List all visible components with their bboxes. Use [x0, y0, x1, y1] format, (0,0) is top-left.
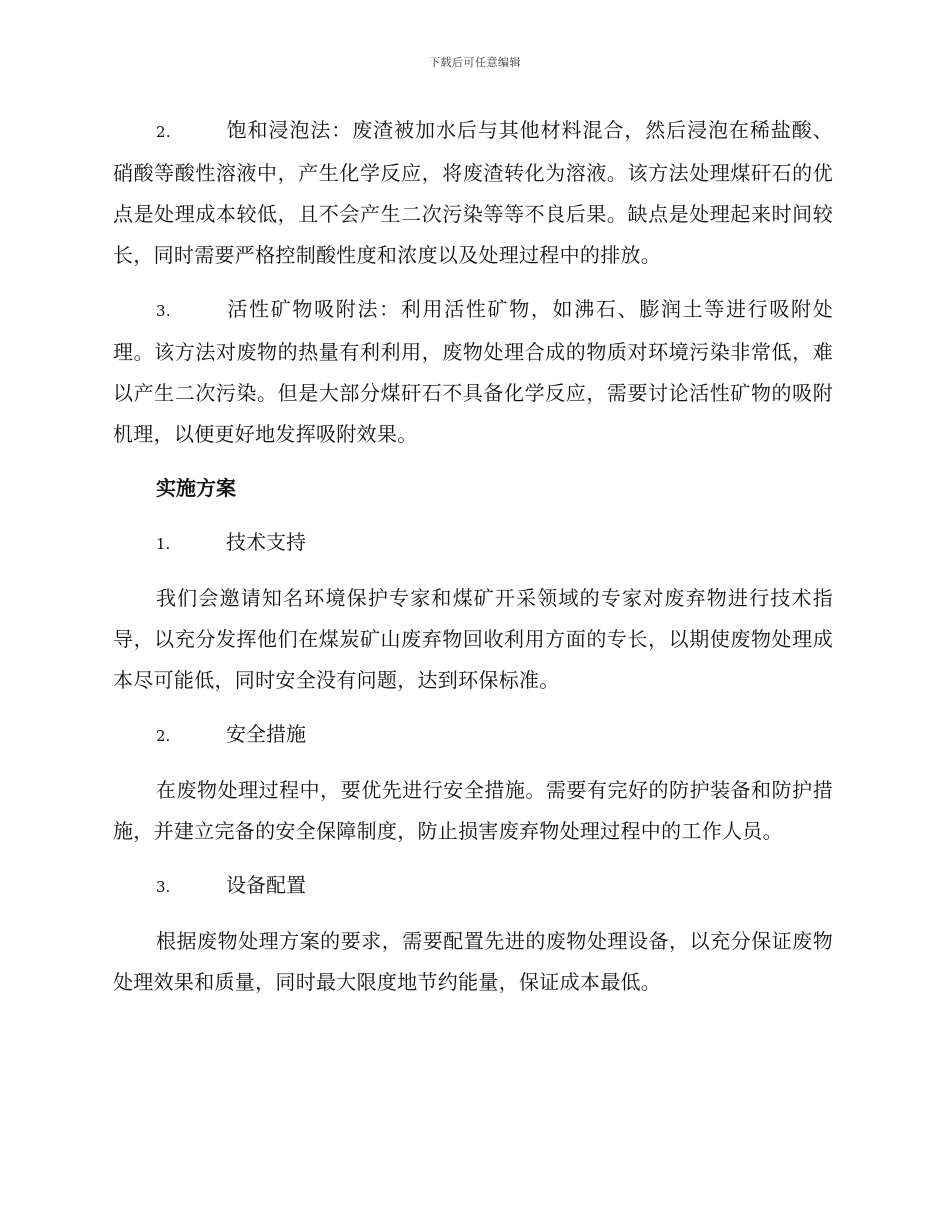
list-number: 1.: [156, 535, 171, 553]
item-title-row: [113, 865, 833, 908]
item-title-row: [113, 522, 833, 565]
item-title: 技术支持: [226, 530, 306, 554]
item-body: 我们会邀请知名环境保护专家和煤矿开采领域的专家对废弃物进行技术指导，以充分发挥他们在煤炭矿山废弃物回收利用方面的专长，以期使废物处理成本尽可能低，同时安全没有问题，达到环保标准。: [113, 586, 833, 692]
header-note: 下载后可任意编辑: [429, 56, 521, 69]
item-title: 安全措施: [226, 722, 306, 746]
item-title: 设备配置: [226, 873, 306, 897]
section-heading: 实施方案: [156, 476, 236, 500]
item-body: 在废物处理过程中，要优先进行安全措施。需要有完好的防护装备和防护措施，并建立完备的安全保障制度，防止损害废弃物处理过程中的工作人员。: [113, 778, 833, 843]
list-number: 3.: [156, 878, 171, 896]
item-title-row: [113, 714, 833, 757]
method-paragraph: [113, 110, 833, 276]
list-number: 3.: [156, 302, 171, 320]
paragraph-text: 活性矿物吸附法：利用活性矿物，如沸石、膨润土等进行吸附处理。该方法对废物的热量有利利用，废物处理合成的物质对环境污染非常低，难以产生二次污染。但是大部分煤矸石不具备化学反应，需要讨论活性矿物的吸附机理，以便更好地发挥吸附效果。: [113, 297, 833, 446]
item-body: 根据废物处理方案的要求，需要配置先进的废物处理设备，以充分保证废物处理效果和质量，同时最大限度地节约能量，保证成本最低。: [113, 929, 833, 994]
method-paragraph: [113, 289, 833, 455]
list-number: 2.: [156, 123, 171, 141]
document-body: [113, 110, 833, 1016]
list-number: 2.: [156, 727, 171, 745]
paragraph-text: 饱和浸泡法：废渣被加水后与其他材料混合，然后浸泡在稀盐酸、硝酸等酸性溶液中，产生化学反应，将废渣转化为溶液。该方法处理煤矸石的优点是处理成本较低，且不会产生二次污染等等不良后果。缺点是处理起来时间较长，同时需要严格控制酸性度和浓度以及处理过程中的排放。: [113, 118, 833, 267]
